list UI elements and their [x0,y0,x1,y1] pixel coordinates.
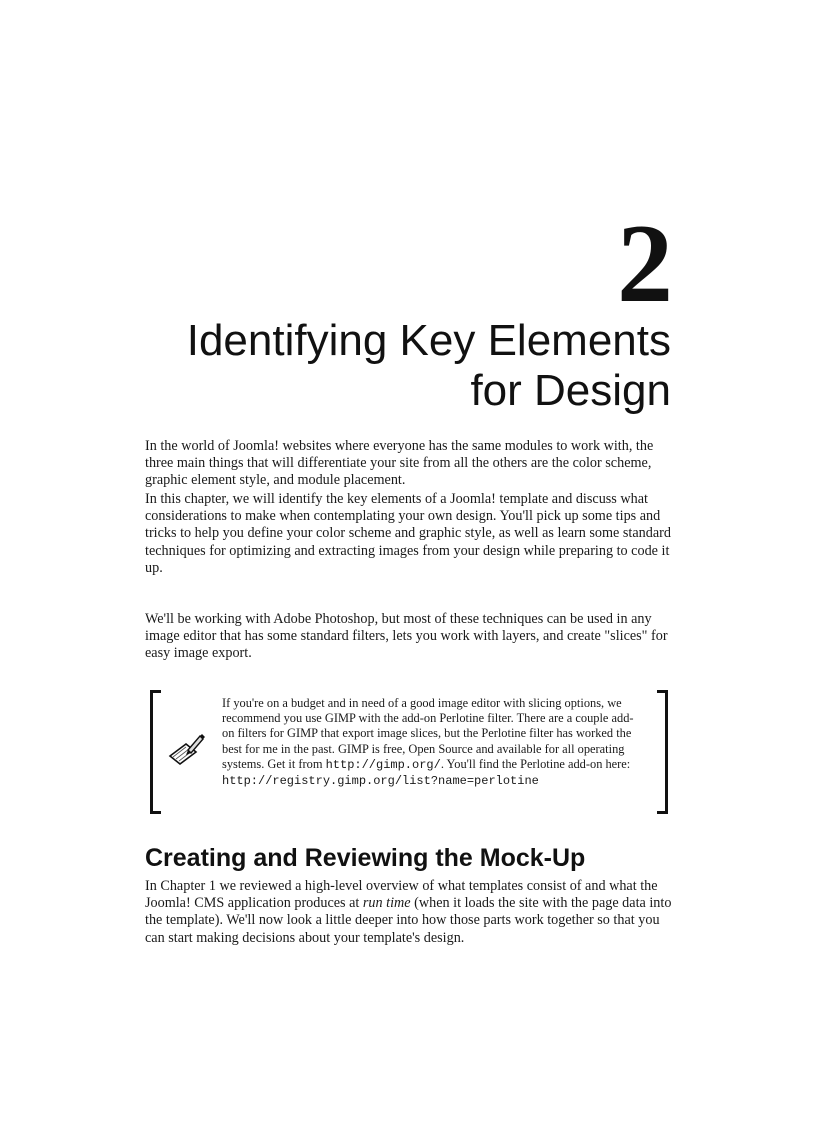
chapter-title [111,316,671,416]
intro-paragraph-1: In the world of Joomla! websites where everyone has the same modules to work with, the three main things that will differentiate your site from all the others are the color scheme, graphic element style, and module placement. [145,438,654,489]
section-paragraph-start: In Chapter 1 we reviewed a high-level overview of what templates consist of and what the Joomla! CMS application produces at [145,878,658,912]
intro-paragraph-2: In this chapter, we will identify the key elements of a Joomla! template and discuss what considerations to make when contemplating your own design. You'll pick up some tips and tricks to help you define your color scheme and graphic style, as well as learn some standard techniques for optimizing and extracting images from your design while preparing to code it up. [145,491,671,576]
chapter-title-line-1: Identifying Key Elements [186,316,671,365]
tip-box [150,690,668,812]
tip-text-main: If you're on a budget and in need of a good image editor with slicing options, we recommend you use GIMP with the add-on Perlotine filter. There are a couple add-on filters for GIMP that export image slices, but the Perlotine filter has worked the best for me in the past. GIMP is free, Open Source and available for all operating systems. Get it from [222,696,634,771]
tip-right-bracket [657,690,668,814]
tip-left-bracket [150,690,161,814]
tip-text-middle: . You'll find the Perlotine add-on here: [440,756,631,771]
intro-paragraph-3: We'll be working with Adobe Photoshop, but most of these techniques can be used in any image editor that has some standard filters, lets you work with layers, and create "slices" for easy image export. [145,611,668,662]
gimp-url-link[interactable]: http://gimp.org/ [325,757,441,772]
perlotine-url-link[interactable]: http://registry.gimp.org/list?name=perlotine [222,774,539,789]
chapter-number: 2 [617,202,671,326]
tip-text [222,696,642,789]
section-paragraph-end: (when it loads the site with the page data into the template). We'll now look a little deeper into how those parts work together so that you can start making decisions about your template's design. [145,895,672,946]
section-paragraph [145,878,673,947]
pencil-note-icon [166,730,206,770]
section-heading: Creating and Reviewing the Mock-Up [145,844,586,872]
section-paragraph-emphasis: run time [362,895,411,912]
chapter-title-line-2: for Design [470,366,671,415]
